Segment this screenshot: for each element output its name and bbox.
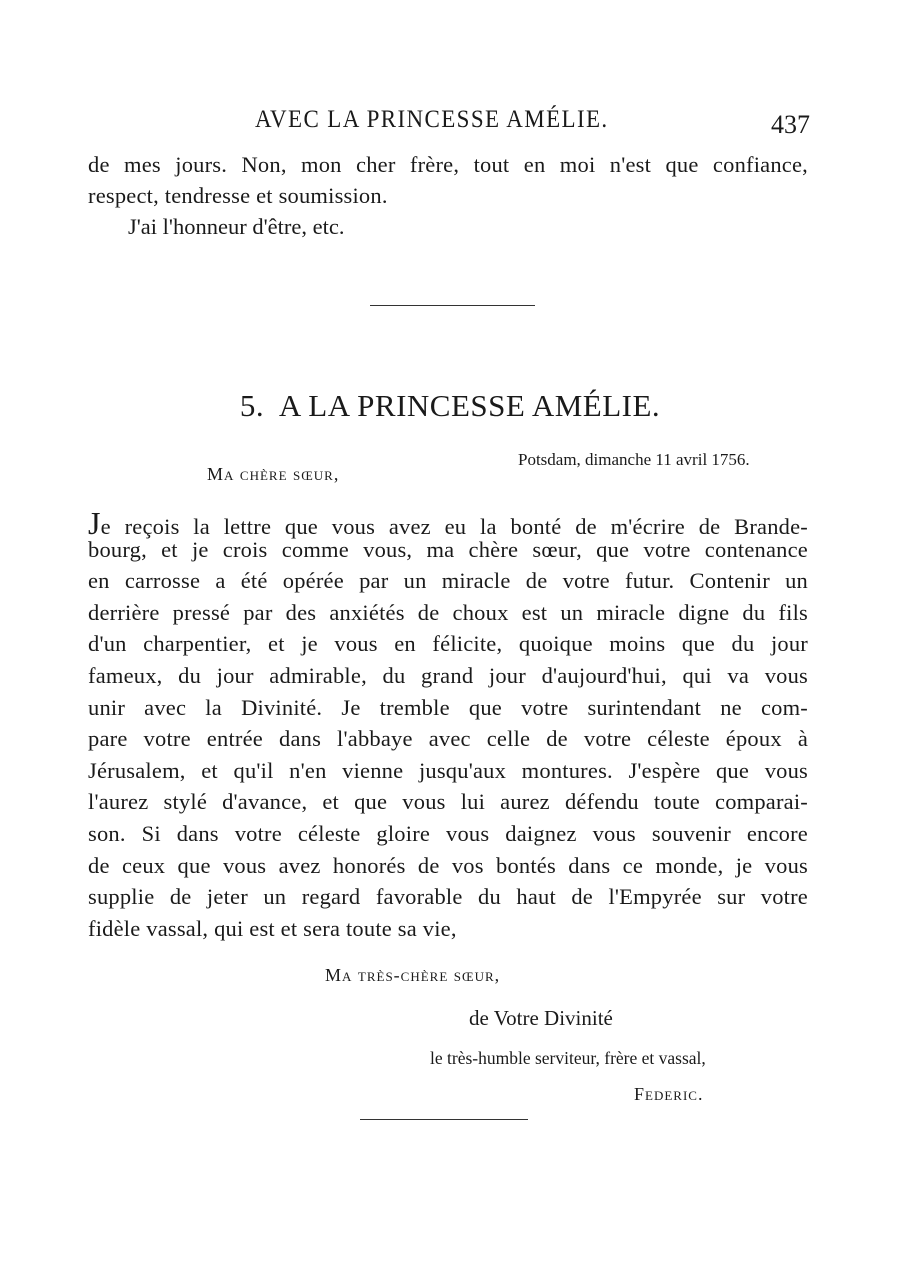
signature: Federic.	[634, 1084, 704, 1104]
text-line: bourg, et je crois comme vous, ma chère sœur, que votre contenance	[88, 536, 808, 562]
divider	[360, 1119, 528, 1120]
text-line: supplie de jeter un regard favorable du haut de l'Empyrée sur votre	[88, 884, 808, 910]
page-number: 437	[771, 110, 810, 139]
letter-heading: A LA PRINCESSE AMÉLIE.	[278, 388, 661, 423]
text-line: pare votre entrée dans l'abbaye avec celle de votre céleste époux à	[88, 726, 808, 752]
text-line: fidèle vassal, qui est et sera toute sa vie,	[88, 915, 457, 941]
letter-title	[0, 388, 900, 424]
text-line: en carrosse a été opérée par un miracle de votre futur. Contenir un	[88, 568, 808, 594]
running-head: AVEC LA PRINCESSE AMÉLIE.	[255, 106, 609, 133]
previous-closing: J'ai l'honneur d'être, etc.	[128, 214, 345, 239]
salutation: Ma chère sœur,	[207, 464, 340, 484]
dateline: Potsdam, dimanche 11 avril 1756.	[518, 450, 750, 469]
text-line: derrière pressé par des anxiétés de choux est un miracle digne du fils	[88, 599, 808, 625]
text-line: d'un charpentier, et je vous en félicite, quoique moins que du jour	[88, 631, 808, 657]
text-line: fameux, du jour admirable, du grand jour d'aujourd'hui, qui va vous	[88, 663, 808, 688]
drop-initial: J	[88, 505, 101, 541]
text-line: unir avec la Divinité. Je tremble que votre surintendant ne com-	[88, 694, 808, 720]
text-line: son. Si dans votre céleste gloire vous daignez vous souvenir encore	[88, 821, 808, 846]
divider	[370, 305, 535, 306]
text-line: Jérusalem, et qu'il n'en vienne jusqu'aux montures. J'espère que vous	[88, 757, 808, 783]
text-line: de ceux que vous avez honorés de vos bontés dans ce monde, je vous	[88, 852, 808, 878]
closing-salutation: Ma très-chère sœur,	[325, 965, 501, 985]
closing-line: le très-humble serviteur, frère et vassal,	[430, 1048, 706, 1068]
letter-number: 5.	[239, 388, 265, 423]
closing-line: de Votre Divinité	[469, 1006, 613, 1030]
text-line: l'aurez stylé d'avance, et que vous lui aurez défendu toute comparai-	[88, 789, 808, 815]
text-line: respect, tendresse et soumission.	[88, 183, 388, 208]
text-line-content: e reçois la lettre que vous avez eu la bonté de m'écrire de Brande-	[100, 514, 808, 539]
text-line: de mes jours. Non, mon cher frère, tout en moi n'est que confiance,	[88, 152, 808, 177]
